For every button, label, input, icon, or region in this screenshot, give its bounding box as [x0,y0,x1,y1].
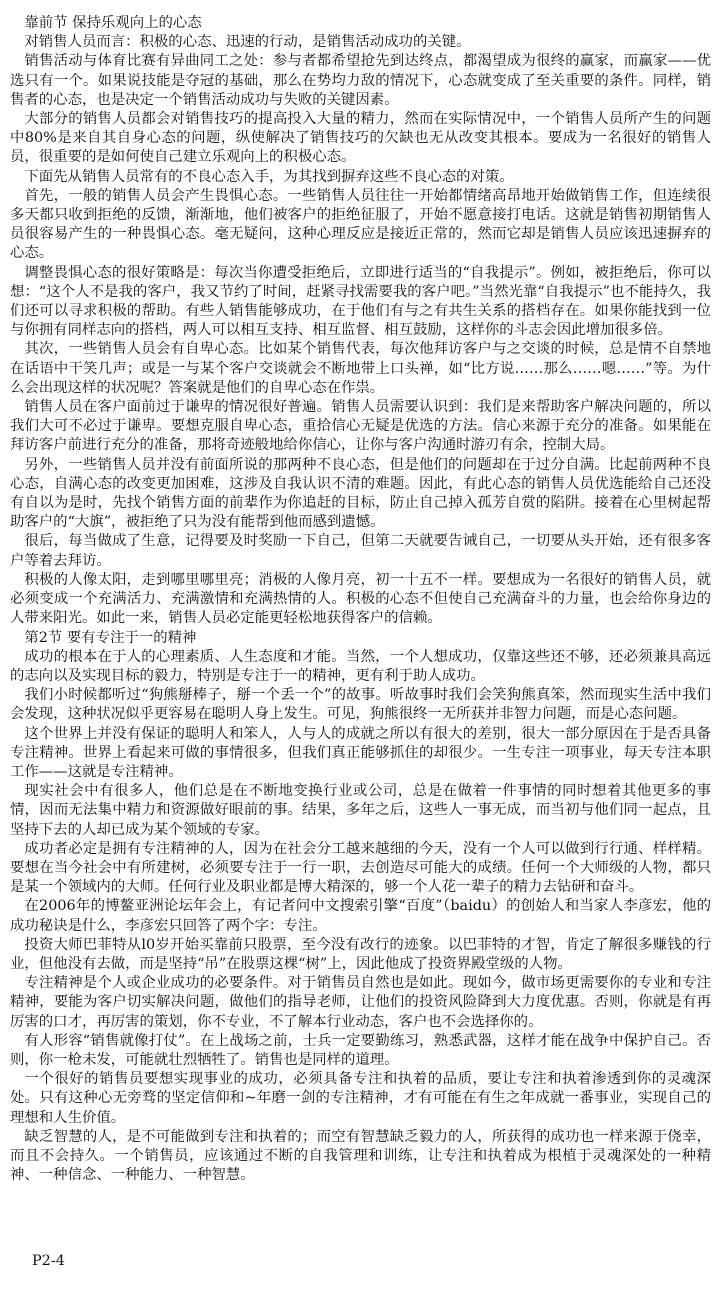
paragraph: 成功者必定是拥有专注精神的人，因为在社会分工越来越细的今天，没有一个人可以做到行行通、样样精。要想在当今社会中有所建树，必须要专注于一行一职，去创造尽可能大的成绩。任何一个大师级的人物，都只是某一个领域内的大师。任何行业及职业都是博大精深的，够一个人花一辈子的精力去钻研和奋斗。 [10,840,711,896]
paragraph: 其次，一些销售人员会有自卑心态。比如某个销售代表，每次他拜访客户与之交谈的时候，总是情不自禁地在话语中干笑几声；或是一与某个客户交谈就会不断地带上口头禅，如“比方说……那么……嗯……”等。为什么会出现这样的状况呢？答案就是他们的自卑心态在作祟。 [10,341,711,396]
paragraph: 调整畏惧心态的很好策略是：每次当你遭受拒绝后，立即进行适当的“自我提示”。例如，被拒绝后，你可以想：“这个人不是我的客户，我又节约了时间，赶紧寻找需要我的客户吧。”当然光靠“自我提示”也不能持久，我们还可以寻求积极的帮助。有些人销售能够成功，在于他们有与之有共生关系的搭档存在。如果你能找到一位与你拥有同样志向的搭档，两人可以相互支持、相互监督、相互鼓励，这样你的斗志会因此增加很多倍。 [10,264,711,339]
paragraph: 一个很好的销售员要想实现事业的成功，必须具备专注和执着的品质，要让专注和执着渗透到你的灵魂深处。只有这种心无旁骛的坚定信仰和~年磨一剑的专注精神，才有可能在有生之年成就一番事业，实现自己的理想和人生价值。 [10,1071,711,1126]
paragraph: 销售人员在客户面前过于谦卑的情况很好普遍。销售人员需要认识到：我们是来帮助客户解决问题的，所以我们大可不必过于谦卑。要想克服自卑心态，重拾信心无疑是优选的方法。信心来源于充分的准备。如果能在拜访客户前进行充分的准备，那将奇迹般地给你信心，让你与客户沟通时游刃有余，控制大局。 [10,399,711,454]
paragraph: 这个世界上并没有保证的聪明人和笨人，人与人的成就之所以有很大的差别，很大一部分原因在于是否具备专注精神。世界上看起来可做的事情很多，但我们真正能够抓住的却很少。一生专注一项事业，每天专注本职工作——这就是专注精神。 [10,725,711,780]
paragraph: 首先，一般的销售人员会产生畏惧心态。一些销售人员往往一开始都情绪高昂地开始做销售工作，但连续很多天都只收到拒绝的反馈，渐渐地，他们被客户的拒绝征服了，开始不愿意接打电话。这就是销售初期销售人员很容易产生的一种畏惧心态。毫无疑问，这种心理反应是接近正常的，然而它却是销售人员应该迅速摒弃的心态。 [10,187,711,262]
paragraph: 很后，每当做成了生意，记得要及时奖励一下自己，但第二天就要告诫自己，一切要从头开始，还有很多客户等着去拜访。 [10,533,711,569]
paragraph: 专注精神是个人或企业成功的必要条件。对于销售员自然也是如此。现如今，做市场更需要你的专业和专注精神，要能为客户切实解决问题，做他们的指导老师，让他们的投资风险降到大力度优惠。否则，你就是有再厉害的口才，再厉害的策划，你不专业，不了解本行业动态，客户也不会选择你的。 [10,975,711,1030]
paragraph: 我们小时候都听过“狗熊掰棒子，掰一个丢一个”的故事。听故事时我们会笑狗熊真笨，然而现实生活中我们会发现，这种状况似乎更容易在聪明人身上发生。可见，狗熊很终一无所获并非智力问题，而是心态问题。 [10,687,711,723]
paragraph: 成功的根本在于人的心理素质、人生态度和才能。当然，一个人想成功，仅靠这些还不够，还必须兼具高远的志向以及实现目标的毅力，特别是专注于一的精神，更有利于助人成功。 [10,648,711,684]
document-body [10,14,711,1185]
paragraph: 另外，一些销售人员并没有前面所说的那两种不良心态，但是他们的问题却在于过分自满。比起前两种不良心态，自满心态的改变更加困难，这涉及自我认识不清的难题。因此，有此心态的销售人员优选能给自己还没有自以为是时，先找个销售方面的前辈作为你追赶的目标，防止自己掉入孤芳自赏的陷阱。接着在心里树起帮助客户的“大旗”，被拒绝了只为没有能帮到他而感到遗憾。 [10,456,711,531]
paragraph: 投资大师巴菲特从l0岁开始买靠前只股票，至今没有改行的迹象。以巴菲特的才智，肯定了解很多赚钱的行业，但他没有去做，而是坚持“吊”在股票这棵“树”上，因此他成了投资界殿堂级的人物。 [10,936,711,972]
paragraph: 对销售人员而言：积极的心态、迅速的行动，是销售活动成功的关键。 [24,34,471,51]
page-number: P2-4 [32,1253,65,1269]
section-heading: 第2节 要有专注于一的精神 [24,629,197,646]
paragraph: 在2006年的博鳌亚洲论坛年会上，有记者问中文搜索引擎“百度”（baidu）的创始人和当家人李彦宏，他的成功秘诀是什么，李彦宏只回答了两个字：专注。 [10,898,711,934]
section-heading: 靠前节 保持乐观向上的心态 [24,15,202,31]
paragraph: 有人形容“销售就像打仗”。在上战场之前，士兵一定要勤练习，熟悉武器，这样才能在战争中保护自己。否则，你一枪未发，可能就壮烈牺牲了。销售也是同样的道理。 [10,1032,711,1068]
paragraph: 现实社会中有很多人，他们总是在不断地变换行业或公司，总是在做着一件事情的同时想着其他更多的事情，因而无法集中精力和资源做好眼前的事。结果，多年之后，这些人一事无成，而当初与他们同一起点，且坚持下去的人却已成为某个领域的专家。 [10,783,711,838]
paragraph: 缺乏智慧的人，是不可能做到专注和执着的；而空有智慧缺乏毅力的人，所获得的成功也一样来源于侥幸，而且不会持久。一个销售员，应该通过不断的自我管理和训练，让专注和执着成为根植于灵魂深处的一种精神、一种信念、一种能力、一种智慧。 [10,1128,711,1184]
paragraph: 销售活动与体育比赛有异曲同工之处：参与者都希望抢先到达终点，都渴望成为很终的赢家，而赢家——优选只有一个。如果说技能是夺冠的基础，那么在势均力敌的情况下，心态就变成了至关重要的条件。同样，销售者的心态，也是决定一个销售活动成功与失败的关键因素。 [10,53,711,108]
paragraph: 大部分的销售人员都会对销售技巧的提高投入大量的精力，然而在实际情况中，一个销售人员所产生的问题中80%是来自其自身心态的问题，纵使解决了销售技巧的欠缺也无从改变其根本。要成为一名很好的销售人员，很重要的是如何使自己建立乐观向上的积极心态。 [10,111,711,166]
paragraph: 积极的人像太阳，走到哪里哪里亮；消极的人像月亮，初一十五不一样。要想成为一名很好的销售人员，就必须变成一个充满活力、充满激情和充满热情的人。积极的心态不但使自己充满奋斗的力量，也会给你身边的人带来阳光。如此一来，销售人员必定能更轻松地获得客户的信赖。 [10,571,711,627]
paragraph: 下面先从销售人员常有的不良心态入手，为其找到摒弃这些不良心态的对策。 [24,168,514,185]
